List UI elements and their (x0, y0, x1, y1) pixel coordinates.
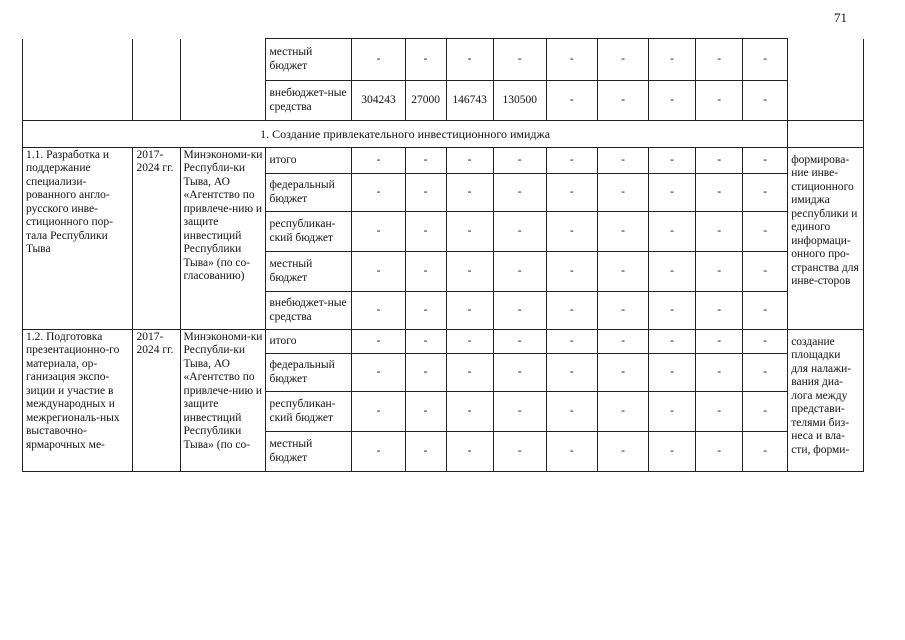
value-cell: - (493, 212, 546, 252)
value-cell: - (546, 292, 597, 330)
program-table (22, 38, 864, 472)
value-cell: - (696, 39, 743, 81)
value-cell: - (696, 354, 743, 392)
value-cell: - (597, 330, 648, 354)
value-cell: - (743, 39, 788, 81)
value-cell: - (493, 39, 546, 81)
value-cell: - (352, 392, 405, 432)
value-cell: - (649, 148, 696, 174)
empty-period-cell (133, 39, 180, 121)
value-cell: - (352, 148, 405, 174)
value-cell: - (493, 354, 546, 392)
activity-period: 2017-2024 гг. (133, 148, 180, 330)
value-cell: - (649, 39, 696, 81)
section-title: 1. Создание привлекательного инвестиционного имиджа (23, 121, 788, 148)
value-cell: - (743, 174, 788, 212)
funding-source: федеральный бюджет (266, 354, 352, 392)
value-cell: - (405, 330, 446, 354)
empty-executor-cell (180, 39, 266, 121)
value-cell: - (352, 212, 405, 252)
value-cell: - (493, 392, 546, 432)
value-cell: - (352, 39, 405, 81)
funding-source: местный бюджет (266, 432, 352, 472)
value-cell: - (546, 252, 597, 292)
value-cell: - (546, 39, 597, 81)
value-cell: - (696, 432, 743, 472)
value-cell: - (352, 354, 405, 392)
value-cell: - (405, 354, 446, 392)
value-cell: - (696, 292, 743, 330)
funding-source: местный бюджет (266, 252, 352, 292)
value-cell: - (405, 252, 446, 292)
value-cell: - (493, 174, 546, 212)
value-cell: - (446, 252, 493, 292)
value-cell: - (352, 292, 405, 330)
value-cell: - (649, 292, 696, 330)
value-cell: - (446, 148, 493, 174)
value-cell: - (352, 432, 405, 472)
value-cell: - (696, 81, 743, 121)
value-cell: - (493, 252, 546, 292)
value-cell: - (597, 174, 648, 212)
value-cell: - (546, 330, 597, 354)
funding-source: внебюджет-ные средства (266, 292, 352, 330)
value-cell: - (405, 148, 446, 174)
value-cell: - (546, 392, 597, 432)
value-cell: - (493, 292, 546, 330)
value-cell: - (446, 212, 493, 252)
funding-source: итого (266, 330, 352, 354)
expected-result: создание площадки для налажи-вания диа-лога между представи-телями биз-неса и вла-сти, форми- (788, 330, 864, 472)
funding-source: федеральный бюджет (266, 174, 352, 212)
value-cell: - (696, 392, 743, 432)
funding-source: местный бюджет (266, 39, 352, 81)
activity-name: 1.2. Подготовка презентационно-го материала, ор-ганизация экспо-зиции и участие в международных и межрегиональ-ных выставочно-ярмарочных ме- (23, 330, 133, 472)
value-cell: - (446, 354, 493, 392)
value-cell: - (649, 354, 696, 392)
value-cell: - (743, 292, 788, 330)
value-cell: - (743, 212, 788, 252)
value-cell: - (405, 432, 446, 472)
value-cell: - (696, 330, 743, 354)
value-cell: - (743, 432, 788, 472)
value-cell: - (649, 392, 696, 432)
value-cell: - (649, 174, 696, 212)
value-cell: - (597, 432, 648, 472)
value-cell: - (649, 432, 696, 472)
value-cell: - (743, 354, 788, 392)
value-cell: - (405, 212, 446, 252)
table-row (23, 148, 864, 174)
value-cell: - (405, 174, 446, 212)
page-number: 71 (834, 10, 847, 25)
funding-source: итого (266, 148, 352, 174)
activity-name: 1.1. Разработка и поддержание специализи-рованного англо-русского инве-стиционного пор-тала Республики Тыва (23, 148, 133, 330)
activity-period: 2017-2024 гг. (133, 330, 180, 472)
value-cell: - (649, 252, 696, 292)
value-cell: - (352, 330, 405, 354)
value-cell: - (649, 330, 696, 354)
value-cell: - (446, 39, 493, 81)
value-cell: - (493, 148, 546, 174)
value-cell: - (597, 392, 648, 432)
value-cell: 146743 (446, 81, 493, 121)
value-cell: - (405, 39, 446, 81)
value-cell: - (597, 81, 648, 121)
value-cell: - (597, 212, 648, 252)
value-cell: - (546, 148, 597, 174)
value-cell: - (446, 330, 493, 354)
value-cell: - (446, 292, 493, 330)
value-cell: - (493, 432, 546, 472)
value-cell: - (352, 252, 405, 292)
value-cell: - (696, 252, 743, 292)
value-cell: - (649, 212, 696, 252)
activity-executor: Минэкономи-ки Республи-ки Тыва, АО «Агентство по привлече-нию и защите инвестиций Республики Тыва» (по со- (180, 330, 266, 472)
value-cell: - (597, 252, 648, 292)
value-cell: - (446, 392, 493, 432)
section-row (23, 121, 864, 148)
value-cell: - (446, 432, 493, 472)
value-cell: - (696, 212, 743, 252)
funding-source: внебюджет-ные средства (266, 81, 352, 121)
table-body (23, 39, 864, 472)
value-cell: - (649, 81, 696, 121)
value-cell: - (493, 330, 546, 354)
value-cell: - (743, 392, 788, 432)
value-cell: 130500 (493, 81, 546, 121)
value-cell: - (696, 148, 743, 174)
value-cell: - (597, 148, 648, 174)
value-cell: - (546, 174, 597, 212)
value-cell: - (546, 432, 597, 472)
value-cell: - (743, 252, 788, 292)
value-cell: - (743, 330, 788, 354)
value-cell: - (405, 292, 446, 330)
section-result-cell (788, 121, 864, 148)
empty-result-cell (788, 39, 864, 121)
value-cell: 304243 (352, 81, 405, 121)
value-cell: - (743, 148, 788, 174)
funding-source: республикан-ский бюджет (266, 392, 352, 432)
table-row (23, 39, 864, 81)
value-cell: - (743, 81, 788, 121)
empty-name-cell (23, 39, 133, 121)
value-cell: - (597, 292, 648, 330)
value-cell: - (446, 174, 493, 212)
value-cell: - (352, 174, 405, 212)
value-cell: - (546, 81, 597, 121)
funding-source: республикан-ский бюджет (266, 212, 352, 252)
value-cell: - (696, 174, 743, 212)
value-cell: - (546, 212, 597, 252)
activity-executor: Минэкономи-ки Республи-ки Тыва, АО «Агентство по привлече-нию и защите инвестиций Республики Тыва» (по со-гласованию) (180, 148, 266, 330)
table-row (23, 330, 864, 354)
value-cell: - (546, 354, 597, 392)
value-cell: - (597, 354, 648, 392)
value-cell: - (405, 392, 446, 432)
value-cell: - (597, 39, 648, 81)
value-cell: 27000 (405, 81, 446, 121)
expected-result: формирова-ние инве-стиционного имиджа республики и единого информаци-онного про-странства для инве-сторов (788, 148, 864, 330)
